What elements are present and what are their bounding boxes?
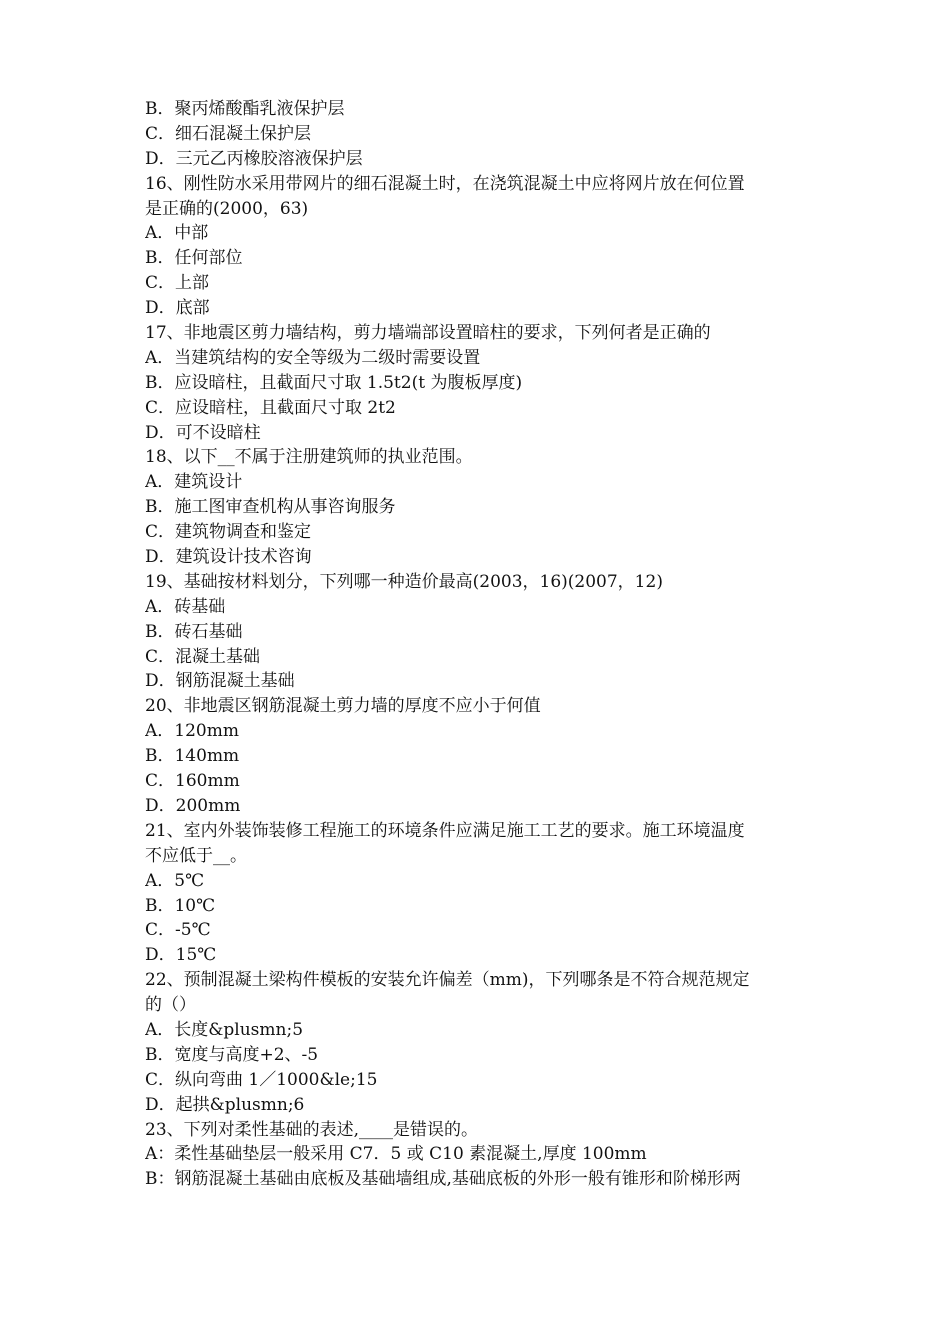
text-line: C．上部: [145, 273, 210, 294]
text-line: D．可不设暗柱: [145, 422, 261, 443]
question-20: 20、非地震区钢筋混凝土剪力墙的厚度不应小于何值: [145, 696, 541, 717]
text-line: D．15℃: [145, 945, 217, 966]
question-16: 16、刚性防水采用带网片的细石混凝土时，在浇筑混凝土中应将网片放在何位置: [145, 173, 745, 194]
text-line: B．聚丙烯酸酯乳液保护层: [145, 99, 345, 119]
text-line: C．混凝土基础: [145, 646, 261, 667]
text-line: B．施工图审查机构从事咨询服务: [145, 497, 396, 518]
text-line: 的（）: [145, 995, 196, 1016]
text-line: D．钢筋混凝土基础: [145, 671, 295, 692]
text-line: 不应低于__。: [145, 845, 247, 866]
text-line: 是正确的(2000，63): [145, 198, 309, 219]
document-body: [145, 97, 815, 1192]
text-line: B．宽度与高度+2、-5: [145, 1044, 319, 1065]
question-21: 21、室内外装饰装修工程施工的环境条件应满足施工工艺的要求。施工环境温度: [145, 820, 745, 841]
text-line: A．建筑设计: [145, 472, 243, 493]
text-line: A．当建筑结构的安全等级为二级时需要设置: [145, 347, 481, 368]
text-line: D．建筑设计技术咨询: [145, 547, 312, 568]
text-line: B．140mm: [145, 746, 240, 767]
question-17: 17、非地震区剪力墙结构，剪力墙端部设置暗柱的要求，下列何者是正确的: [145, 323, 711, 344]
question-23: 23、下列对柔性基础的表述,____是错误的。: [145, 1119, 479, 1140]
text-line: D．起拱&plusmn;6: [145, 1094, 305, 1115]
text-line: B．10℃: [145, 895, 216, 916]
text-line: A．120mm: [145, 721, 239, 742]
text-line: C．细石混凝土保护层: [145, 123, 312, 144]
question-18: 18、以下__不属于注册建筑师的执业范围。: [145, 447, 473, 468]
question-19: 19、基础按材料划分，下列哪一种造价最高(2003，16)(2007，12): [145, 571, 663, 592]
text-line: C．纵向弯曲 1／1000&le;15: [145, 1069, 378, 1090]
text-line: A．长度&plusmn;5: [145, 1019, 304, 1040]
text-line: A．中部: [145, 223, 209, 244]
text-line: C．建筑物调查和鉴定: [145, 522, 312, 543]
text-line: D．200mm: [145, 795, 241, 816]
text-line: B．任何部位: [145, 248, 243, 269]
text-line: D．三元乙丙橡胶溶液保护层: [145, 148, 363, 169]
text-line: A．5℃: [145, 870, 205, 891]
text-line: B：钢筋混凝土基础由底板及基础墙组成,基础底板的外形一般有锥形和阶梯形两: [145, 1169, 741, 1190]
text-line: B．应设暗柱，且截面尺寸取 1.5t2(t 为腹板厚度): [145, 372, 523, 393]
question-22: 22、预制混凝土梁构件模板的安装允许偏差（mm)，下列哪条是不符合规范规定: [145, 970, 750, 991]
text-line: B．砖石基础: [145, 621, 243, 642]
text-line: A．砖基础: [145, 596, 226, 617]
text-line: C．160mm: [145, 771, 240, 792]
text-line: A：柔性基础垫层一般采用 C7．5 或 C10 素混凝土,厚度 100mm: [145, 1144, 647, 1165]
text-line: C．应设暗柱，且截面尺寸取 2t2: [145, 397, 396, 418]
text-line: D．底部: [145, 298, 210, 319]
text-line: C．-5℃: [145, 920, 211, 941]
